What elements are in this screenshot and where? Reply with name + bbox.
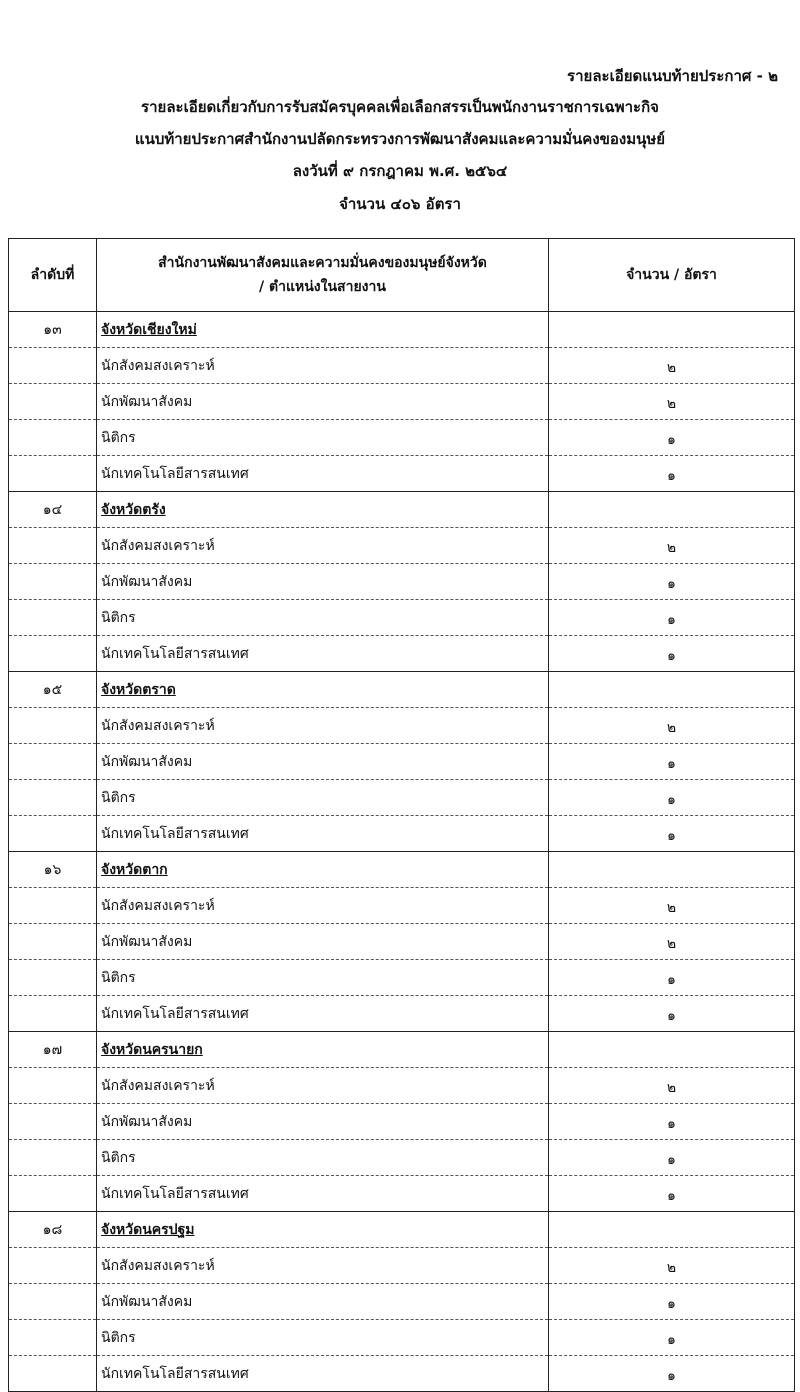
row-number	[9, 960, 97, 996]
row-number	[9, 1104, 97, 1140]
position-name: นิติกร	[97, 1320, 549, 1356]
position-count: ๑	[549, 960, 795, 996]
position-count: ๒	[549, 528, 795, 564]
position-count: ๑	[549, 744, 795, 780]
position-name: นักเทคโนโลยีสารสนเทศ	[97, 1176, 549, 1212]
position-name: นักเทคโนโลยีสารสนเทศ	[97, 1356, 549, 1392]
positions-table	[8, 238, 795, 1392]
row-number	[9, 1176, 97, 1212]
table-row	[9, 780, 795, 816]
count-cell	[549, 312, 795, 348]
row-number: ๑๗	[9, 1032, 97, 1068]
position-name: นักสังคมสงเคราะห์	[97, 1248, 549, 1284]
row-number	[9, 348, 97, 384]
row-number	[9, 888, 97, 924]
table-row	[9, 1356, 795, 1392]
attachment-label: รายละเอียดแนบท้ายประกาศ - ๒	[567, 67, 778, 85]
position-count: ๒	[549, 384, 795, 420]
title-line-1: รายละเอียดเกี่ยวกับการรับสมัครบุคคลเพื่อเลือกสรรเป็นพนักงานราชการเฉพาะกิจ	[141, 98, 659, 116]
table-row	[9, 348, 795, 384]
position-name: นักเทคโนโลยีสารสนเทศ	[97, 636, 549, 672]
row-number	[9, 456, 97, 492]
position-name: นิติกร	[97, 960, 549, 996]
table-row	[9, 528, 795, 564]
table-row	[9, 744, 795, 780]
province-cell	[97, 1032, 549, 1068]
count-cell	[549, 492, 795, 528]
count-cell	[549, 852, 795, 888]
position-name: นักสังคมสงเคราะห์	[97, 888, 549, 924]
position-name: นิติกร	[97, 1140, 549, 1176]
table-row	[9, 1284, 795, 1320]
position-count: ๒	[549, 924, 795, 960]
table-row	[9, 1176, 795, 1212]
position-name: นิติกร	[97, 780, 549, 816]
header-office-line2: / ตำแหน่งในสายงาน	[259, 279, 386, 295]
province-cell	[97, 312, 549, 348]
row-number	[9, 924, 97, 960]
position-count: ๑	[549, 996, 795, 1032]
row-number	[9, 420, 97, 456]
province-row	[9, 852, 795, 888]
position-name: นักเทคโนโลยีสารสนเทศ	[97, 816, 549, 852]
province-name: จังหวัดนครปฐม	[101, 1221, 195, 1238]
position-count: ๑	[549, 600, 795, 636]
position-name: นักสังคมสงเคราะห์	[97, 1068, 549, 1104]
position-count: ๑	[549, 1320, 795, 1356]
province-cell	[97, 852, 549, 888]
row-number: ๑๘	[9, 1212, 97, 1248]
position-count: ๒	[549, 348, 795, 384]
position-count: ๑	[549, 1176, 795, 1212]
title-line-4: จำนวน ๔๐๖ อัตรา	[339, 195, 461, 213]
table-body	[9, 312, 795, 1392]
position-count: ๑	[549, 1104, 795, 1140]
title-line-2: แนบท้ายประกาศสำนักงานปลัดกระทรวงการพัฒนาสังคมและความมั่นคงของมนุษย์	[134, 130, 666, 148]
count-cell	[549, 1032, 795, 1068]
count-cell	[549, 672, 795, 708]
table-row	[9, 708, 795, 744]
row-number	[9, 996, 97, 1032]
row-number	[9, 384, 97, 420]
table-row	[9, 924, 795, 960]
table-row	[9, 996, 795, 1032]
position-name: นิติกร	[97, 420, 549, 456]
position-count: ๒	[549, 888, 795, 924]
province-name: จังหวัดตาก	[101, 861, 168, 878]
province-row	[9, 1212, 795, 1248]
table-row	[9, 960, 795, 996]
row-number	[9, 780, 97, 816]
position-count: ๑	[549, 1140, 795, 1176]
province-row	[9, 1032, 795, 1068]
row-number	[9, 528, 97, 564]
title-line-3: ลงวันที่ ๙ กรกฎาคม พ.ศ. ๒๕๖๔	[292, 162, 508, 180]
row-number: ๑๔	[9, 492, 97, 528]
count-cell	[549, 1212, 795, 1248]
position-name: นักเทคโนโลยีสารสนเทศ	[97, 456, 549, 492]
position-name: นักพัฒนาสังคม	[97, 924, 549, 960]
province-row	[9, 312, 795, 348]
position-name: นักพัฒนาสังคม	[97, 1104, 549, 1140]
position-name: นิติกร	[97, 600, 549, 636]
row-number	[9, 636, 97, 672]
row-number	[9, 708, 97, 744]
row-number	[9, 564, 97, 600]
header-count: จำนวน / อัตรา	[549, 239, 795, 312]
position-name: นักเทคโนโลยีสารสนเทศ	[97, 996, 549, 1032]
province-cell	[97, 1212, 549, 1248]
row-number	[9, 1248, 97, 1284]
row-number	[9, 1284, 97, 1320]
province-name: จังหวัดเชียงใหม่	[101, 321, 197, 338]
row-number: ๑๖	[9, 852, 97, 888]
position-name: นักสังคมสงเคราะห์	[97, 708, 549, 744]
header-office-line1: สำนักงานพัฒนาสังคมและความมั่นคงของมนุษย์จังหวัด	[158, 255, 487, 271]
table-row	[9, 384, 795, 420]
header-no: ลำดับที่	[9, 239, 97, 312]
table-row	[9, 1068, 795, 1104]
position-name: นักพัฒนาสังคม	[97, 384, 549, 420]
position-name: นักพัฒนาสังคม	[97, 564, 549, 600]
table-row	[9, 636, 795, 672]
table-row	[9, 816, 795, 852]
table-row	[9, 888, 795, 924]
province-name: จังหวัดนครนายก	[101, 1041, 203, 1058]
position-name: นักพัฒนาสังคม	[97, 744, 549, 780]
row-number: ๑๕	[9, 672, 97, 708]
position-count: ๑	[549, 1284, 795, 1320]
row-number: ๑๓	[9, 312, 97, 348]
table-row	[9, 1248, 795, 1284]
position-name: นักสังคมสงเคราะห์	[97, 528, 549, 564]
position-count: ๑	[549, 420, 795, 456]
row-number	[9, 744, 97, 780]
table-row	[9, 420, 795, 456]
table-row	[9, 1140, 795, 1176]
row-number	[9, 816, 97, 852]
row-number	[9, 1356, 97, 1392]
row-number	[9, 1140, 97, 1176]
position-count: ๑	[549, 456, 795, 492]
province-cell	[97, 492, 549, 528]
position-count: ๑	[549, 780, 795, 816]
position-count: ๒	[549, 1248, 795, 1284]
row-number	[9, 600, 97, 636]
table-row	[9, 1104, 795, 1140]
province-name: จังหวัดตรัง	[101, 501, 166, 518]
position-count: ๑	[549, 1356, 795, 1392]
province-name: จังหวัดตราด	[101, 681, 176, 698]
table-row	[9, 564, 795, 600]
table-header-row	[9, 239, 795, 312]
position-count: ๒	[549, 708, 795, 744]
province-row	[9, 492, 795, 528]
table-row	[9, 600, 795, 636]
table-row	[9, 456, 795, 492]
position-name: นักพัฒนาสังคม	[97, 1284, 549, 1320]
position-count: ๑	[549, 636, 795, 672]
position-count: ๑	[549, 564, 795, 600]
province-cell	[97, 672, 549, 708]
position-count: ๑	[549, 816, 795, 852]
header-office	[97, 239, 549, 312]
row-number	[9, 1068, 97, 1104]
position-count: ๒	[549, 1068, 795, 1104]
province-row	[9, 672, 795, 708]
position-name: นักสังคมสงเคราะห์	[97, 348, 549, 384]
